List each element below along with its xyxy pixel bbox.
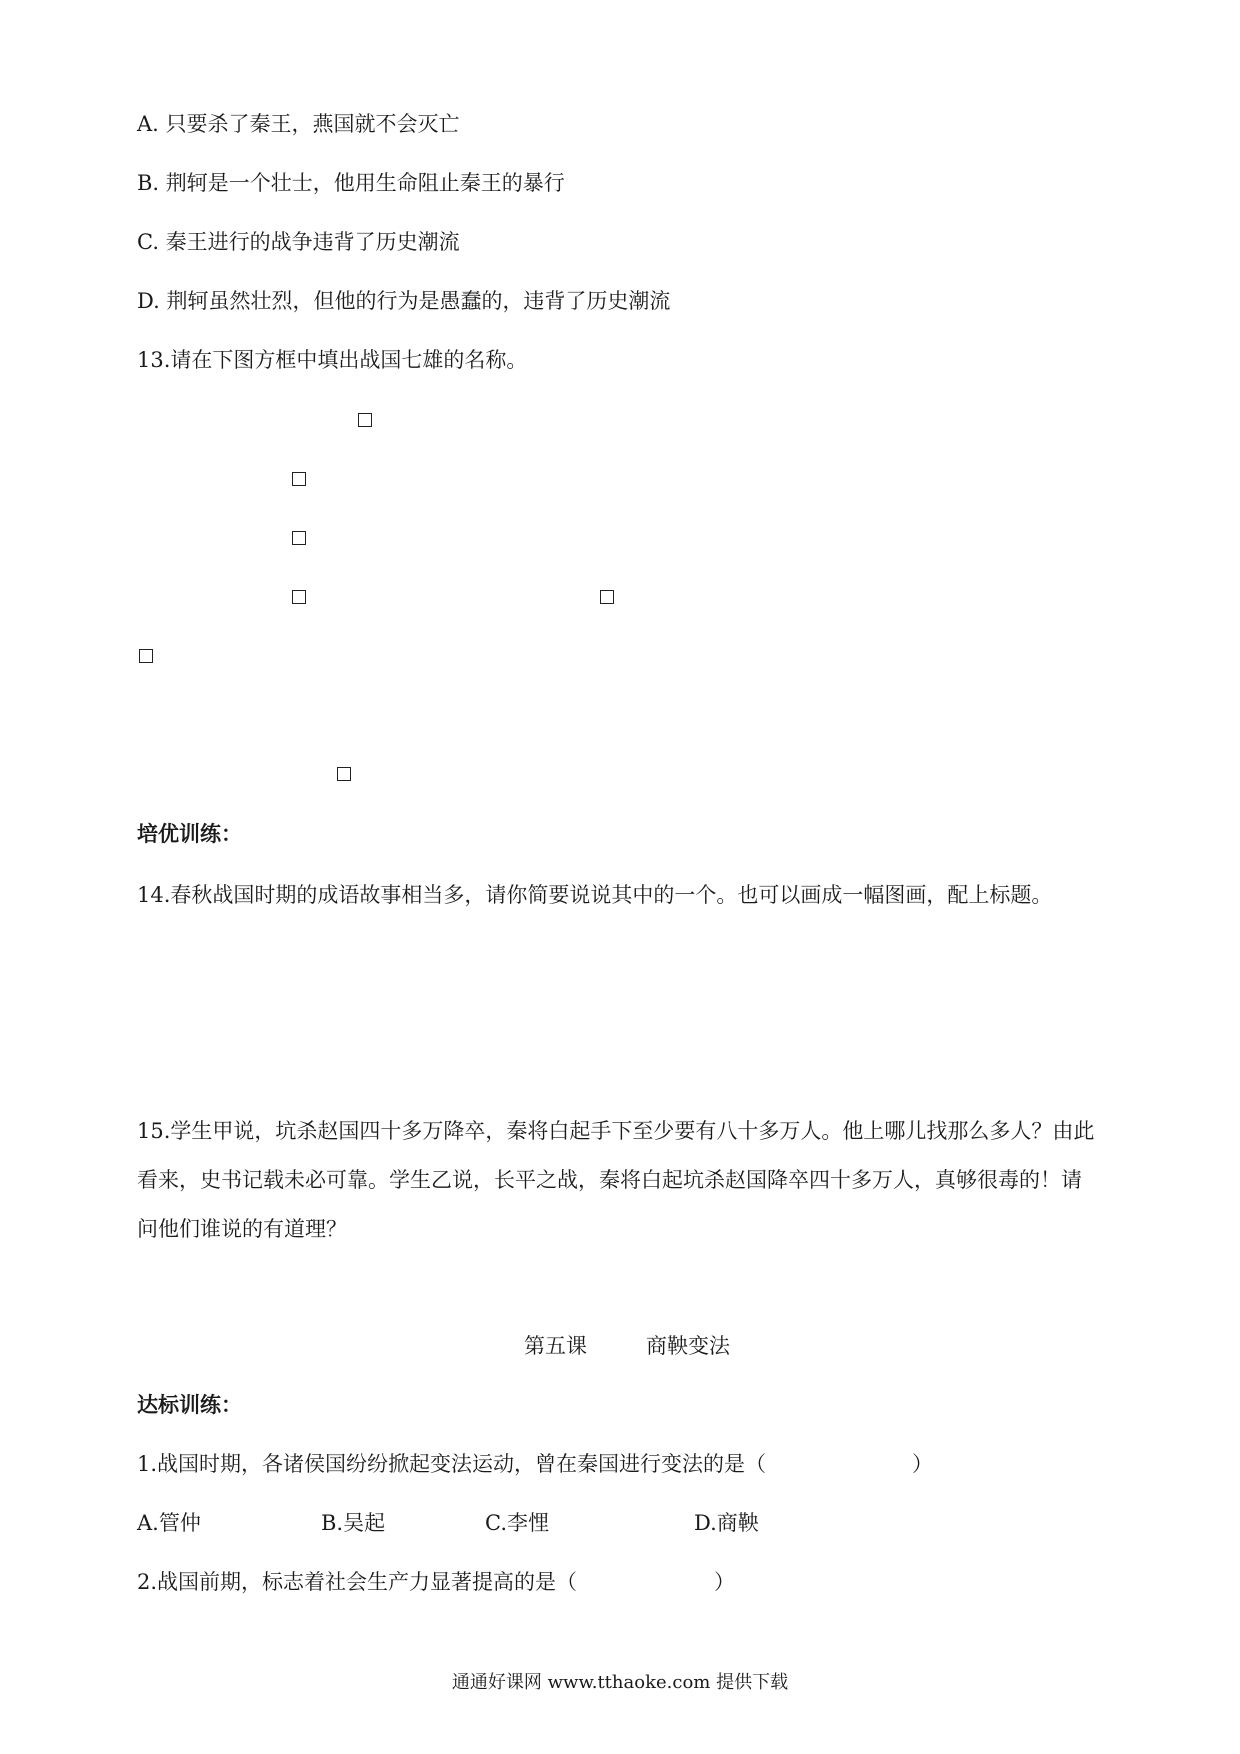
q15-line-3: 问他们谁说的有道理？ xyxy=(137,1217,347,1241)
q1-option-d: D.商鞅 xyxy=(694,1511,759,1535)
q2-stem: 2.战国前期，标志着社会生产力显著提高的是（ xyxy=(137,1570,578,1594)
q2-close-paren: ） xyxy=(714,1570,735,1594)
q1-option-a: A.管仲 xyxy=(137,1511,201,1535)
page-footer: 通通好课网 www.tthaoke.com 提供下载 xyxy=(451,1672,789,1693)
q12-option-a: A. 只要杀了秦王，燕国就不会灭亡 xyxy=(137,112,460,136)
answer-box-3[interactable] xyxy=(292,531,306,545)
q15-line-1: 15.学生甲说，坑杀赵国四十多万降卒，秦将白起手下至少要有八十多万人。他上哪儿找那么多人？由此 xyxy=(137,1119,1095,1143)
q1-option-b: B.吴起 xyxy=(321,1511,386,1535)
q1-stem: 1.战国时期，各诸侯国纷纷掀起变法运动，曾在秦国进行变法的是（ xyxy=(137,1452,767,1476)
answer-box-7[interactable] xyxy=(337,767,351,781)
answer-box-5[interactable] xyxy=(600,590,614,604)
q1-option-c: C.李悝 xyxy=(485,1511,549,1535)
answer-box-4[interactable] xyxy=(292,590,306,604)
answer-box-6[interactable] xyxy=(139,649,153,663)
q13-question: 13.请在下图方框中填出战国七雄的名称。 xyxy=(137,348,528,372)
q12-option-b: B. 荆轲是一个壮士，他用生命阻止秦王的暴行 xyxy=(137,171,565,195)
q14-question: 14.春秋战国时期的成语故事相当多，请你简要说说其中的一个。也可以画成一幅图画，配上标题。 xyxy=(137,883,1053,907)
q1-close-paren: ） xyxy=(912,1452,933,1476)
answer-box-2[interactable] xyxy=(292,472,306,486)
q12-option-d: D. 荆轲虽然壮烈，但他的行为是愚蠢的，违背了历史潮流 xyxy=(137,289,671,313)
lesson-name: 商鞅变法 xyxy=(646,1334,730,1358)
lesson-number: 第五课 xyxy=(524,1334,587,1358)
section-advanced-heading: 培优训练： xyxy=(137,821,242,846)
q12-option-c: C. 秦王进行的战争违背了历史潮流 xyxy=(137,230,460,254)
answer-box-1[interactable] xyxy=(358,413,372,427)
q15-line-2: 看来，史书记载未必可靠。学生乙说，长平之战，秦将白起坑杀赵国降卒四十多万人，真够很毒的！请 xyxy=(137,1168,1082,1192)
section-standard-heading: 达标训练： xyxy=(137,1392,242,1417)
